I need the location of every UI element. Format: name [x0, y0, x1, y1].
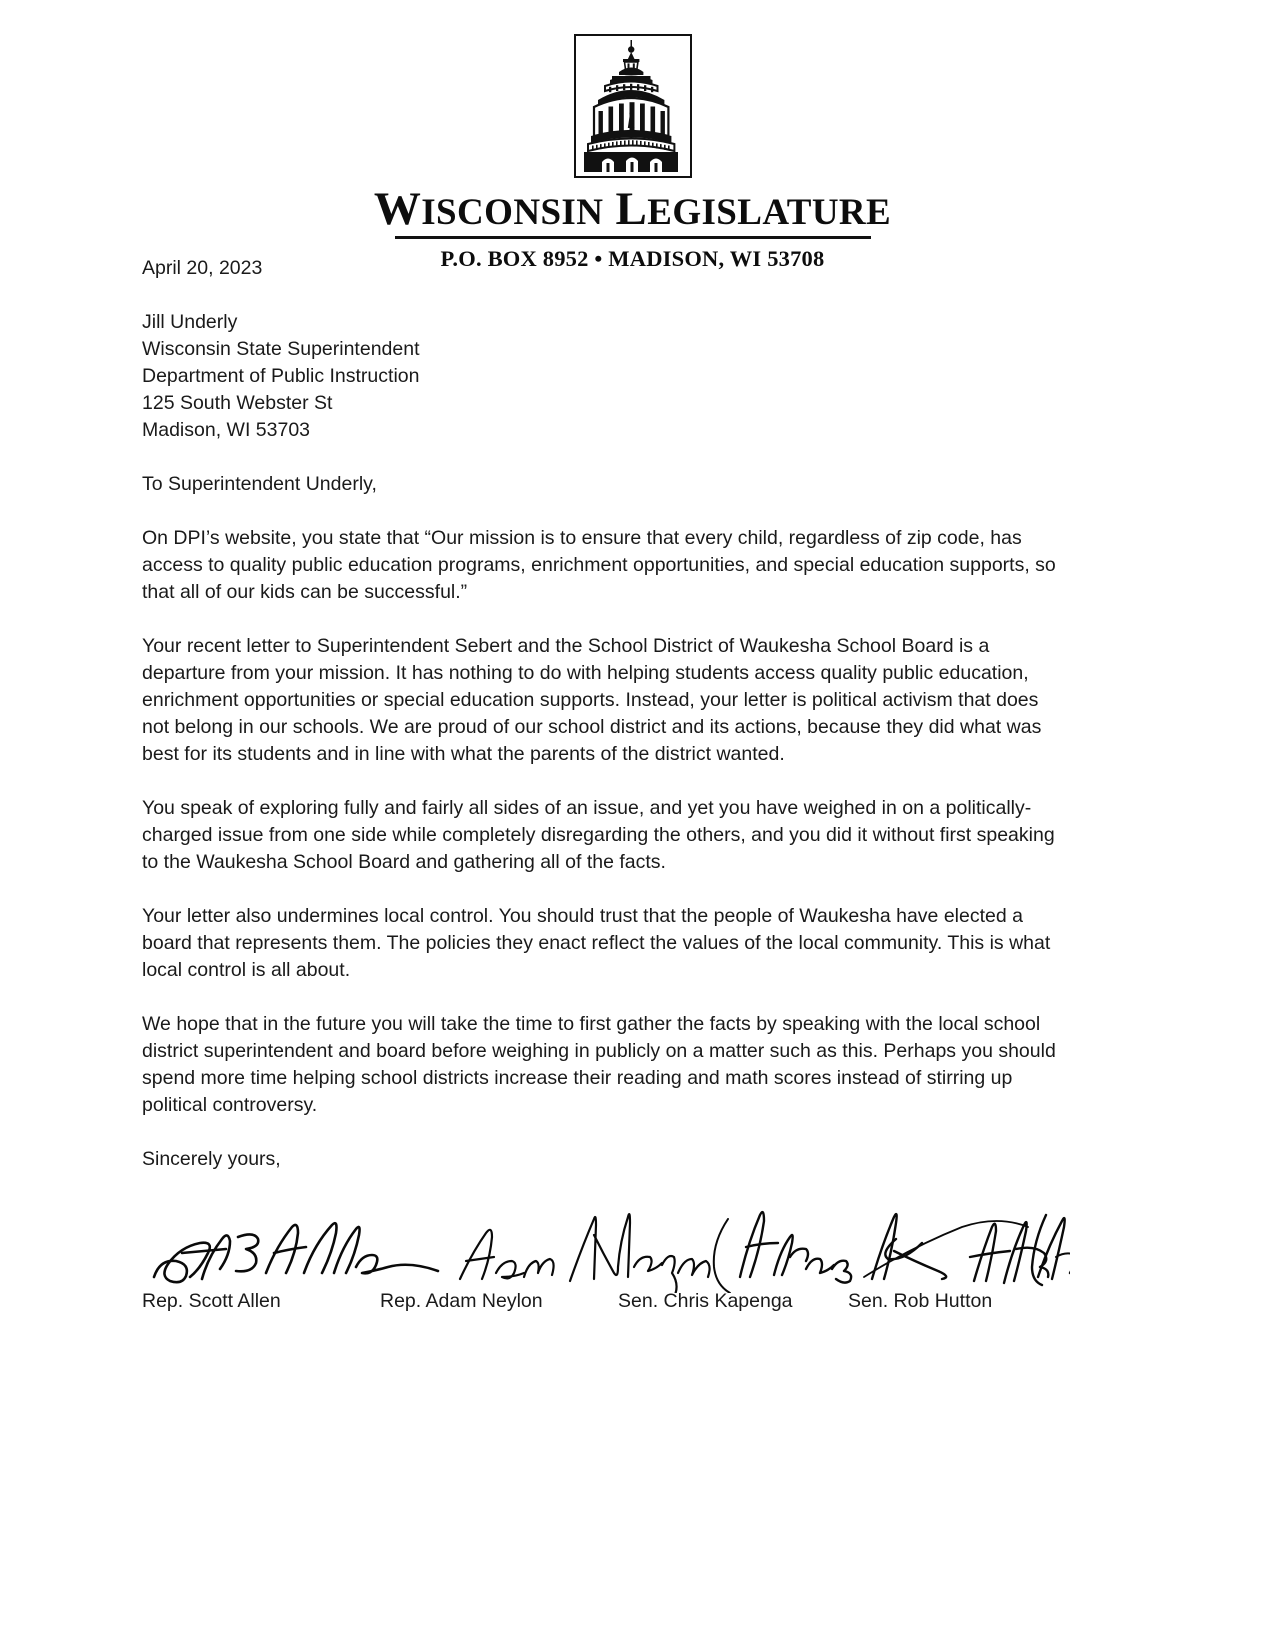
salutation: To Superintendent Underly,: [142, 473, 377, 495]
signatory-name-3: Sen. Rob Hutton: [848, 1290, 993, 1312]
recipient-street: 125 South Webster St: [142, 392, 333, 414]
letterhead-title-egislature: EGISLATURE: [647, 192, 892, 233]
recipient-city-state-zip: Madison, WI 53703: [142, 419, 311, 441]
signature-scott-allen: [154, 1223, 438, 1282]
letterhead-title-w: W: [373, 183, 422, 235]
letterhead-title-l: L: [615, 183, 648, 235]
letter-date: April 20, 2023: [142, 257, 263, 279]
body-paragraph-1: On DPI’s website, you state that “Our mission is to ensure that every child, regardless of zip code, has access to quality public education programs, enrichment opportunities, and special education supports, so that all of our kids can be successful.”: [142, 527, 1056, 603]
wisconsin-capitol-dome-icon: [574, 34, 692, 178]
recipient-title: Wisconsin State Superintendent: [142, 338, 420, 360]
letterhead-divider: [395, 236, 871, 239]
body-paragraph-5: We hope that in the future you will take the time to first gather the facts by speaking with the local school district superintendent and board before weighing in publicly on a matter such as this. Perhaps you should spend more time helping school districts increase their reading and math scores instead of stirring up political controversy.: [142, 1013, 1056, 1116]
signatory-names-row: [142, 1289, 1070, 1319]
letterhead-title-isconsin: ISCONSIN: [421, 192, 604, 233]
signatory-name-1: Rep. Adam Neylon: [380, 1290, 543, 1312]
body-paragraph-4: Your letter also undermines local control. You should trust that the people of Waukesha have elected a board that represents them. The policies they enact reflect the values of the local community. This is what local control is all about.: [142, 905, 1051, 981]
signature-chris-kapenga: [714, 1212, 1028, 1293]
signatory-name-2: Sen. Chris Kapenga: [618, 1290, 793, 1312]
letterhead: [0, 0, 1265, 272]
signature-adam-neylon: [460, 1214, 710, 1293]
signatures-graphic: [142, 1181, 1070, 1293]
signature-area: [142, 1181, 1070, 1312]
letterhead-title: [374, 185, 891, 233]
letterhead-address: P.O. BOX 8952 • MADISON, WI 53708: [440, 246, 825, 272]
recipient-organization: Department of Public Instruction: [142, 365, 420, 387]
recipient-name: Jill Underly: [142, 311, 238, 333]
recipient-address-block: [142, 309, 1070, 444]
signature-rob-hutton: [970, 1215, 1070, 1286]
closing-line: Sincerely yours,: [142, 1148, 281, 1170]
body-paragraph-3: You speak of exploring fully and fairly all sides of an issue, and yet you have weighed in on a politically-charged issue from one side while completely disregarding the others, and you did it without first speaking to the Waukesha School Board and gathering all of the facts.: [142, 797, 1055, 873]
body-paragraph-2: Your recent letter to Superintendent Sebert and the School District of Waukesha School Board is a departure from your mission. It has nothing to do with helping students access quality public education, enrichment opportunities or special education supports. Instead, your letter is political activism that does not belong in our schools. We are proud of our school district and its actions, because they did what was best for its students and in line with what the parents of the district wanted.: [142, 635, 1042, 765]
signatory-name-0: Rep. Scott Allen: [142, 1290, 281, 1312]
letter-body: [142, 255, 1070, 1312]
